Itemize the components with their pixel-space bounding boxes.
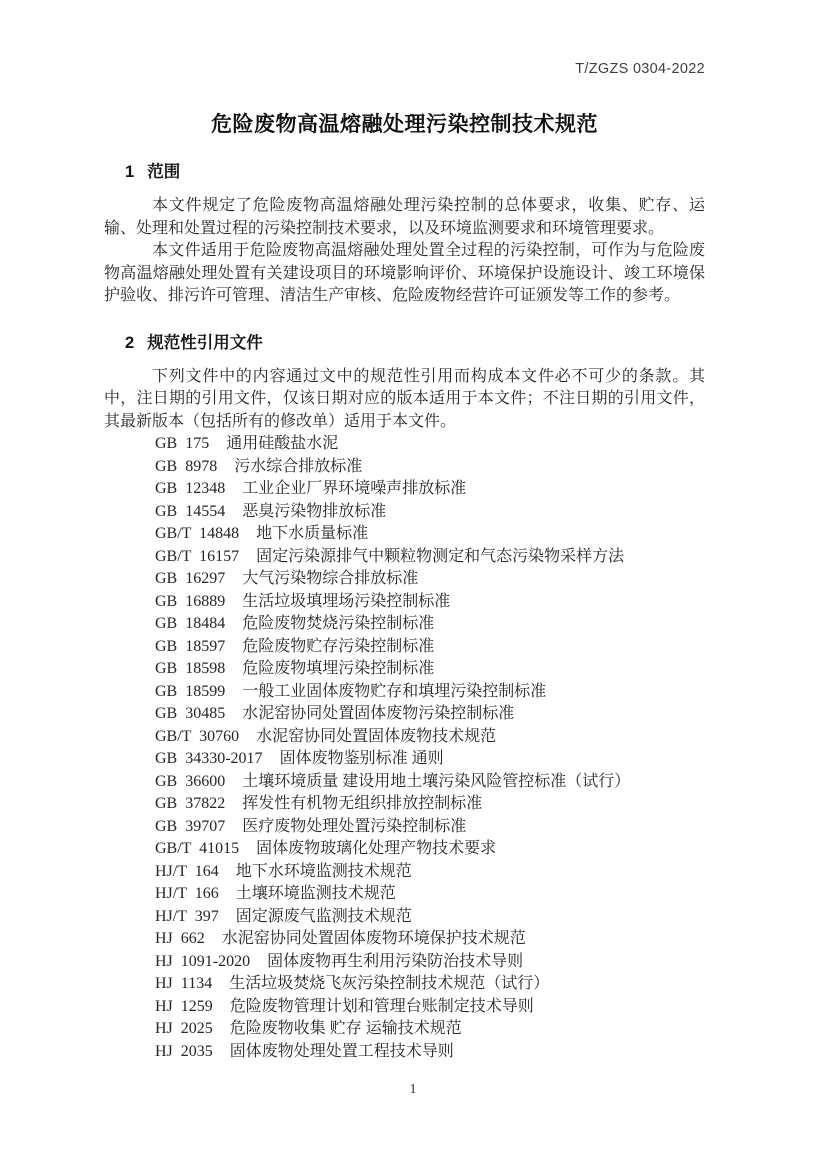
reference-title: 水泥窑协同处置固体废物环境保护技术规范	[221, 930, 526, 947]
reference-item	[155, 951, 705, 974]
reference-item	[155, 861, 705, 884]
reference-title: 危险废物填埋污染控制标准	[242, 660, 435, 677]
reference-item	[155, 636, 705, 659]
reference-item	[155, 433, 705, 456]
reference-code: HJ/T 397	[155, 907, 219, 925]
reference-title: 危险废物收集 贮存 运输技术规范	[229, 1020, 462, 1037]
reference-item	[155, 726, 705, 749]
section-2-heading	[104, 334, 705, 352]
reference-code: HJ 1134	[155, 975, 213, 992]
reference-code: GB 175	[155, 435, 210, 452]
reference-title: 固体废物再生利用污染防治技术导则	[267, 952, 524, 970]
reference-item	[155, 613, 705, 636]
reference-code: GB 34330-2017	[155, 750, 263, 767]
reference-code: HJ 2025	[155, 1020, 213, 1037]
reference-title: 挥发性有机物无组织排放控制标准	[242, 795, 483, 812]
references-list	[104, 433, 705, 1063]
reference-item	[155, 816, 705, 839]
reference-title: 医疗废物处理处置污染控制标准	[242, 817, 467, 835]
reference-code: GB 18599	[155, 682, 226, 700]
reference-item	[155, 681, 705, 704]
page-number: 1	[409, 1082, 417, 1097]
reference-title: 通用硅酸盐水泥	[226, 435, 339, 452]
reference-title: 固体废物处理处置工程技术导则	[229, 1042, 454, 1060]
reference-title: 地下水质量标准	[256, 525, 369, 542]
reference-title: 水泥窑协同处置固体废物污染控制标准	[242, 705, 515, 722]
reference-item	[155, 546, 705, 569]
reference-item	[155, 906, 705, 929]
reference-title: 危险废物贮存污染控制标准	[242, 637, 435, 655]
document-body	[104, 163, 705, 1063]
reference-code: HJ 1259	[155, 997, 213, 1015]
reference-code: GB 30485	[155, 705, 226, 722]
reference-title: 污水综合排放标准	[234, 457, 363, 475]
reference-title: 土壤环境监测技术规范	[235, 885, 396, 902]
reference-item	[155, 928, 705, 951]
reference-code: GB 18598	[155, 660, 226, 677]
reference-code: GB 16889	[155, 592, 226, 610]
reference-code: GB 12348	[155, 480, 226, 497]
reference-code: GB/T 41015	[155, 840, 240, 857]
reference-code: GB/T 30760	[155, 727, 240, 745]
reference-item	[155, 658, 705, 681]
reference-code: GB 14554	[155, 502, 226, 520]
reference-code: GB 37822	[155, 795, 226, 812]
section-1-number: 1	[125, 163, 135, 181]
reference-title: 生活垃圾焚烧飞灰污染控制技术规范（试行）	[229, 975, 550, 992]
reference-code: GB 16297	[155, 570, 226, 587]
section-2-number: 2	[125, 333, 135, 352]
reference-title: 地下水环境监测技术规范	[235, 862, 412, 880]
reference-item	[155, 591, 705, 614]
reference-title: 固定污染源排气中颗粒物测定和气态污染物采样方法	[256, 547, 625, 565]
reference-code: HJ/T 164	[155, 862, 219, 880]
section-2-intro-paragraph: 下列文件中的内容通过文中的规范性引用而构成本文件必不可少的条款。其中，注日期的引用文件，仅该日期对应的版本适用于本文件；不注日期的引用文件，其最新版本（包括所有的修改单）适用于本文件。	[104, 367, 705, 430]
section-1-paragraph-1: 本文件规定了危险废物高温熔融处理污染控制的总体要求，收集、贮存、运输、处理和处置过程的污染控制技术要求，以及环境监测要求和环境管理要求。	[104, 197, 705, 237]
reference-item	[155, 838, 705, 861]
reference-code: GB 18597	[155, 637, 226, 655]
reference-title: 危险废物焚烧污染控制标准	[242, 615, 435, 632]
reference-title: 水泥窑协同处置固体废物技术规范	[256, 727, 497, 745]
reference-item	[155, 1018, 705, 1041]
reference-title: 工业企业厂界环境噪声排放标准	[242, 480, 467, 497]
reference-item	[155, 996, 705, 1019]
reference-title: 生活垃圾填埋场污染控制标准	[242, 592, 451, 610]
reference-item	[155, 568, 705, 591]
reference-title: 固定源废气监测技术规范	[235, 907, 412, 925]
reference-code: HJ/T 166	[155, 885, 219, 902]
reference-code: GB/T 14848	[155, 525, 240, 542]
reference-code: GB/T 16157	[155, 547, 240, 565]
section-2-title: 规范性引用文件	[147, 333, 263, 352]
reference-title: 固体废物鉴别标准 通则	[279, 750, 444, 767]
standard-code: T/ZGZS 0304-2022	[575, 61, 705, 77]
reference-title: 一般工业固体废物贮存和填埋污染控制标准	[242, 682, 547, 700]
reference-title: 大气污染物综合排放标准	[242, 570, 419, 587]
reference-item	[155, 501, 705, 524]
reference-item	[155, 703, 705, 726]
reference-code: HJ 662	[155, 930, 205, 947]
reference-title: 危险废物管理计划和管理台账制定技术导则	[229, 997, 534, 1015]
reference-code: HJ 1091-2020	[155, 952, 251, 970]
reference-title: 土壤环境质量 建设用地土壤污染风险管控标准（试行）	[242, 772, 631, 790]
reference-code: HJ 2035	[155, 1042, 213, 1060]
reference-item	[155, 1041, 705, 1064]
page-title: 危险废物高温熔融处理污染控制技术规范	[211, 113, 598, 136]
reference-item	[155, 456, 705, 479]
reference-title: 恶臭污染物排放标准	[242, 502, 387, 520]
section-1-paragraph-2: 本文件适用于危险废物高温熔融处理处置全过程的污染控制，可作为与危险废物高温熔融处理处置有关建设项目的环境影响评价、环境保护设施设计、竣工环境保护验收、排污许可管理、清洁生产审核、危险废物经营许可证颁发等工作的参考。	[104, 242, 705, 304]
reference-code: GB 36600	[155, 772, 226, 790]
reference-item	[155, 883, 705, 906]
reference-code: GB 18484	[155, 615, 226, 632]
reference-code: GB 8978	[155, 457, 218, 475]
reference-item	[155, 793, 705, 816]
reference-item	[155, 478, 705, 501]
reference-item	[155, 748, 705, 771]
reference-item	[155, 523, 705, 546]
reference-code: GB 39707	[155, 817, 226, 835]
section-1-title: 范围	[147, 163, 181, 181]
reference-item	[155, 771, 705, 794]
section-1-heading	[104, 163, 705, 181]
reference-item	[155, 973, 705, 996]
reference-title: 固体废物玻璃化处理产物技术要求	[256, 840, 497, 857]
